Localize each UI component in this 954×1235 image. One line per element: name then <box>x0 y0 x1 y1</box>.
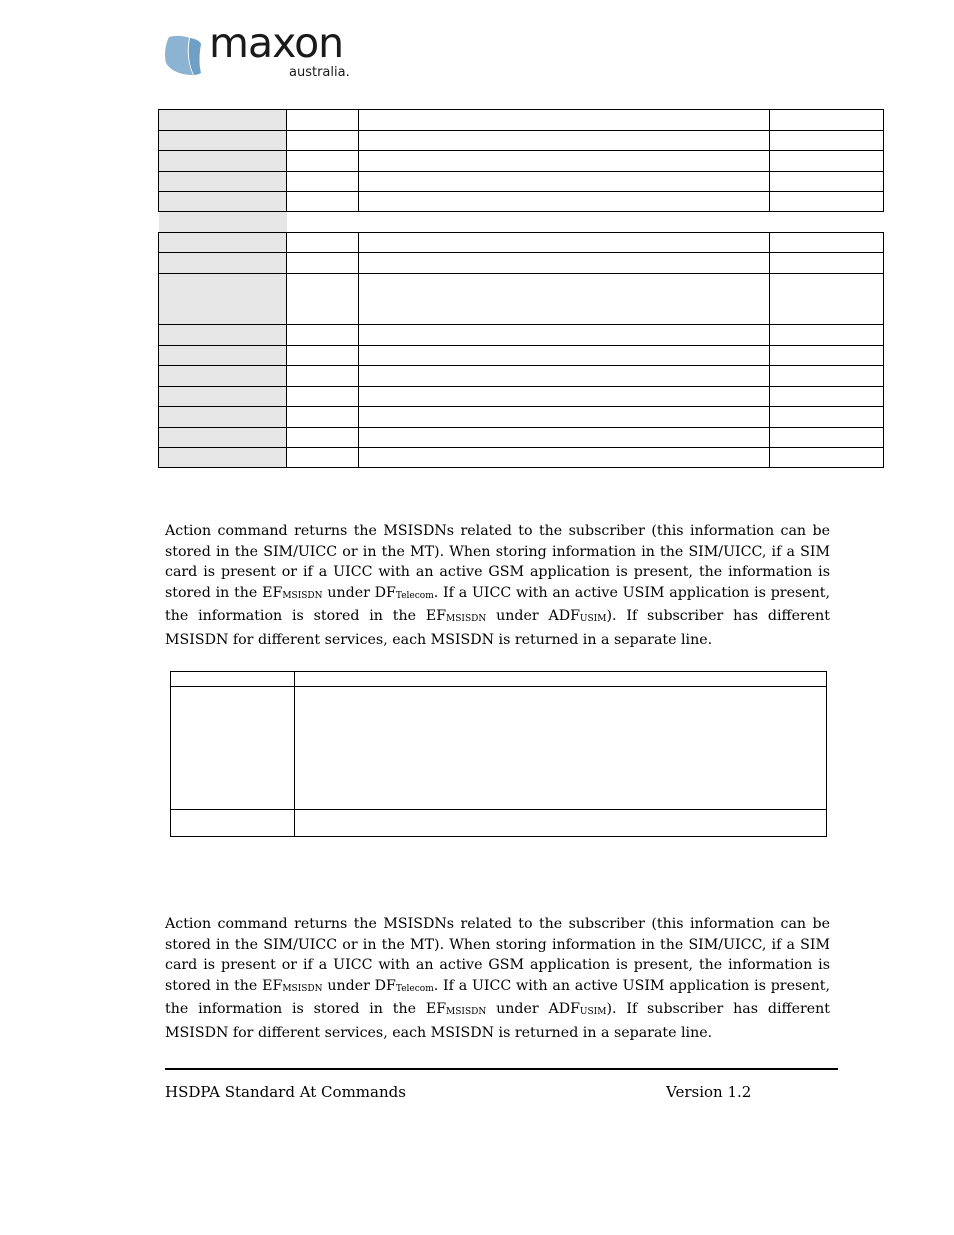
table-row <box>159 428 884 448</box>
table-row <box>159 151 884 172</box>
table-row <box>159 233 884 253</box>
footer-version: Version 1.2 <box>666 1083 752 1101</box>
description-paragraph-1: Action command returns the MSISDNs related to the subscriber (this information can be stored in the SIM/UICC or in the MT). When storing information in the SIM/UICC, if a SIM card is present or if a UICC with an active GSM application is present, the information is stored in the $EF_{MSISDN}$ under $DF_{Telecom}$. If a UICC with an active USIM application is present, the information is stored in the $EF_{MSISDN}$ under $ADF_{USIM}$). If subscriber has different MSISDN for different services, each MSISDN is returned in a separate line. <box>165 523 830 648</box>
footer-divider <box>165 1068 838 1070</box>
table-row <box>159 346 884 366</box>
table-row <box>159 366 884 387</box>
parameter-table <box>170 671 827 837</box>
table-row <box>159 110 884 131</box>
logo-swoosh-icon <box>163 35 203 77</box>
table-row <box>159 325 884 346</box>
company-logo <box>163 19 363 85</box>
table-row <box>159 192 884 212</box>
table-row <box>159 172 884 192</box>
command-table <box>158 109 884 468</box>
table-row <box>171 672 827 687</box>
footer-document-title: HSDPA Standard At Commands <box>165 1083 406 1101</box>
table-section-gap <box>159 212 884 233</box>
table-row <box>159 253 884 274</box>
description-paragraph-2: Action command returns the MSISDNs related to the subscriber (this information can be stored in the SIM/UICC or in the MT). When storing information in the SIM/UICC, if a SIM card is present or if a UICC with an active GSM application is present, the information is stored in the $EF_{MSISDN}$ under $DF_{Telecom}$. If a UICC with an active USIM application is present, the information is stored in the $EF_{MSISDN}$ under $ADF_{USIM}$). If subscriber has different MSISDN for different services, each MSISDN is returned in a separate line. <box>165 916 830 1041</box>
table-row <box>171 687 827 810</box>
table-row <box>159 274 884 325</box>
table-row <box>159 387 884 407</box>
logo-wordmark: maxon <box>209 19 344 67</box>
table-row <box>159 131 884 151</box>
table-row <box>159 448 884 468</box>
table-row <box>171 810 827 837</box>
table-row <box>159 407 884 428</box>
logo-subtitle: australia. <box>289 65 350 80</box>
